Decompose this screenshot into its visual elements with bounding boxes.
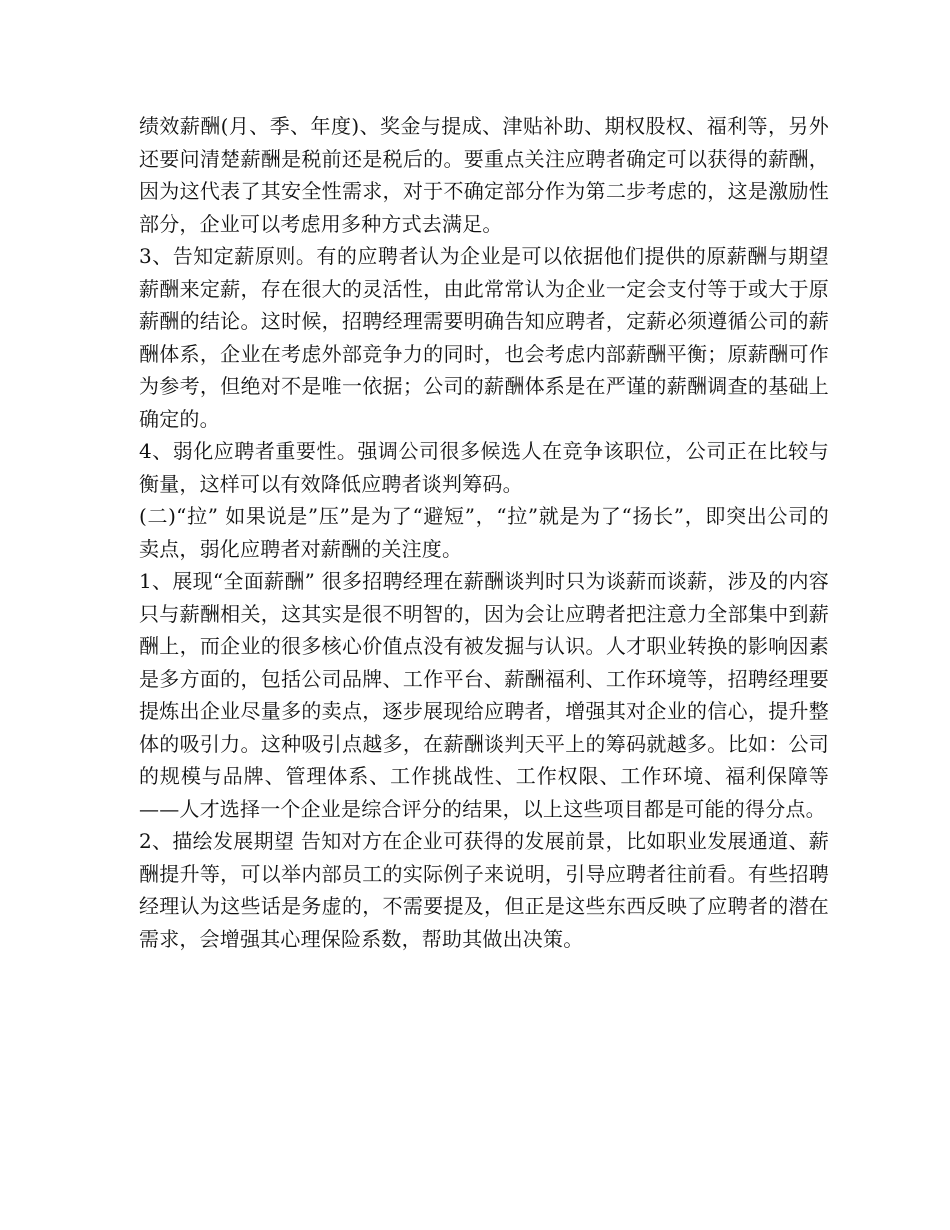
paragraph-weaken-importance: 4、弱化应聘者重要性。强调公司很多候选人在竞争该职位，公司正在比较与衡量，这样可以有效降低应聘者谈判筹码。 (139, 439, 829, 496)
document-body (139, 110, 829, 955)
paragraph-salary-principle: 3、告知定薪原则。有的应聘者认为企业是可以依据他们提供的原薪酬与期望薪酬来定薪，存在很大的灵活性，由此常常认为企业一定会支付等于或大于原薪酬的结论。这时候，招聘经理需要明确告知应聘者，定薪必须遵循公司的薪酬体系，企业在考虑外部竞争力的同时，也会考虑内部薪酬平衡；原薪酬可作为参考，但绝对不是唯一依据；公司的薪酬体系是在严谨的薪酬调查的基础上确定的。 (139, 244, 829, 431)
paragraph-development-prospects: 2、描绘发展期望 告知对方在企业可获得的发展前景，比如职业发展通道、薪酬提升等，可以举内部员工的实际例子来说明，引导应聘者往前看。有些招聘经理认为这些话是务虚的，不需要提及，但正是这些东西反映了应聘者的潜在需求，会增强其心理保险系数，帮助其做出决策。 (139, 829, 829, 951)
paragraph-total-compensation: 1、展现“全面薪酬” 很多招聘经理在薪酬谈判时只为谈薪而谈薪，涉及的内容只与薪酬相关，这其实是很不明智的，因为会让应聘者把注意力全部集中到薪酬上，而企业的很多核心价值点没有被发掘与认识。人才职业转换的影响因素是多方面的，包括公司品牌、工作平台、薪酬福利、工作环境等，招聘经理要提炼出企业尽量多的卖点，逐步展现给应聘者，增强其对企业的信心，提升整体的吸引力。这种吸引点越多，在薪酬谈判天平上的筹码就越多。比如：公司的规模与品牌、管理体系、工作挑战性、工作权限、工作环境、福利保障等——人才选择一个企业是综合评分的结果，以上这些项目都是可能的得分点。 (139, 569, 829, 821)
paragraph-compensation-structure: 绩效薪酬(月、季、年度)、奖金与提成、津贴补助、期权股权、福利等，另外还要问清楚薪酬是税前还是税后的。要重点关注应聘者确定可以获得的薪酬，因为这代表了其安全性需求，对于不确定部分作为第二步考虑的，这是激励性部分，企业可以考虑用多种方式去满足。 (139, 114, 829, 236)
paragraph-pull-section: (二)“拉” 如果说是”压”是为了“避短”，“拉”就是为了“扬长”，即突出公司的卖点，弱化应聘者对薪酬的关注度。 (139, 504, 829, 561)
